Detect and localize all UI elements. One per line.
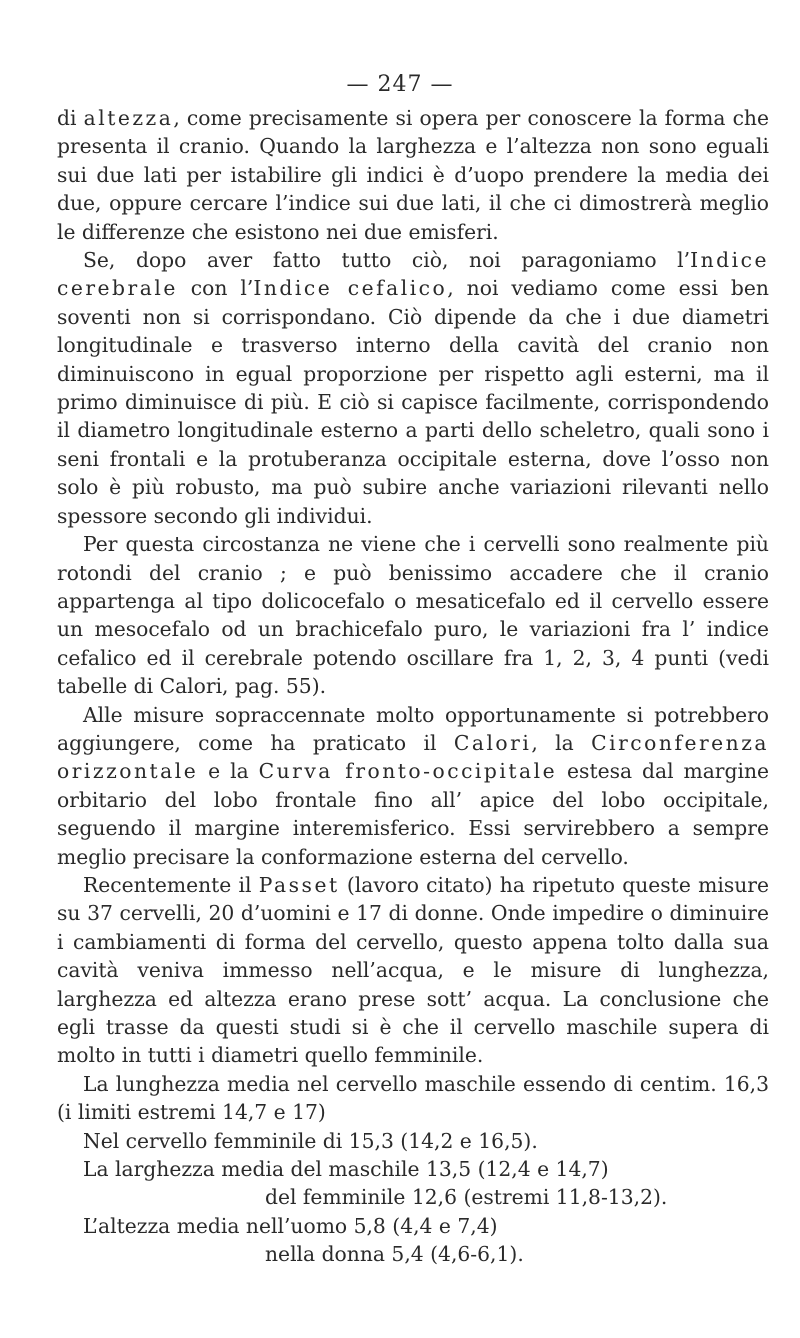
paragraph-6: La lunghezza media nel cervello maschile essendo di centim. 16,3 (i limiti estremi 14,7 e 17) <box>57 1071 769 1125</box>
measurement-line: nella donna 5,4 (4,6-6,1). <box>265 1242 524 1267</box>
spaced-term-circonferenza-orizzontale: Circonferenza orizzontale <box>57 730 769 784</box>
paragraph-5 <box>57 871 769 1070</box>
spaced-term-indice-cerebrale: Indice cerebrale <box>57 248 769 301</box>
body-text <box>57 104 769 1269</box>
spaced-term-calori: Calori <box>453 730 532 755</box>
spaced-term-altezza: altezza <box>83 106 174 130</box>
paragraph-1 <box>57 104 769 246</box>
text-span: Se, dopo aver fatto tutto ciò, noi paragoniamo l’ <box>83 248 691 273</box>
paragraph-3: Per questa circostanza ne viene che i cervelli sono realmente più rotondi del cranio ; e può benissimo accadere che il cranio appartenga al tipo dolicocefalo o mesaticefalo ed il cervello essere un mesocefalo od un brachicefalo puro, le variazioni fra l’ indice cefalico ed il cerebrale potendo oscillare fra 1, 2, 3, 4 punti (vedi tabelle di Calori, pag. 55). <box>57 532 769 699</box>
text-span: Alle misure sopraccennate molto opportunamente si potrebbero aggiungere, come ha praticato il <box>57 702 769 755</box>
paragraph-2 <box>57 246 769 530</box>
text-span: , come precisamente si opera per conoscere la forma che presenta il cranio. Quando la larghezza e l’altezza non sono eguali sui due lati per istabilire gli indici è d’uopo prendere la media dei due, oppure cercare l’indice sui due lati, il che ci dimostrerà meglio le differenze che esistono nei due emisferi. <box>57 106 769 244</box>
text-span: estesa dal margine orbitario del lobo frontale fino all’ apice del lobo occipitale, seguendo il margine interemisferico. Essi servirebbero a sempre meglio precisare la conformazione esterna del cervello. <box>57 759 770 869</box>
text-span: , la <box>531 730 592 755</box>
spaced-term-curva-fronto-occipitale: Curva fronto-occipitale <box>258 759 558 784</box>
text-span: (lavoro citato) ha ripetuto queste misure su 37 cervelli, 20 d’uomini e 17 di donne. Onde impedire o diminuire i cambiamenti di forma del cervello, questo appena tolto dalla sua cavità veniva immesso nell’acqua, e le misure di lunghezza, larghezza ed altezza erano prese sott’ acqua. La conclusione che egli trasse da questi studi si è che il cervello maschile supera di molto in tutti i diametri quello femminile. <box>57 872 769 1068</box>
spaced-term-indice-cefalico: Indice cefalico <box>253 276 448 301</box>
text-span: e la <box>198 759 259 784</box>
text-span: , noi vediamo come essi ben soventi non si corrispondano. Ciò dipende da che i due diametri longitudinale e trasverso interno della cavità del cranio non diminuiscono in egual proporzione per rispetto agli esterni, ma il primo diminuisce di più. E ciò si capisce facilmente, corrispondendo il diametro longitudinale esterno a parti dello scheletro, quali sono i seni frontali e la protuberanza occipitale esterna, dove l’osso non solo è più robusto, ma può subire anche variazioni rilevanti nello spessore secondo gli individui. <box>57 276 769 528</box>
measurement-line: La larghezza media del maschile 13,5 (12,4 e 14,7) <box>83 1157 609 1182</box>
measurement-line: Nel cervello femminile di 15,3 (14,2 e 16,5). <box>83 1128 538 1153</box>
paragraph-4 <box>57 701 769 871</box>
page-number: — 247 — <box>346 72 454 97</box>
text-span: Recentemente il <box>83 872 259 897</box>
measurement-line: L’altezza media nell’uomo 5,8 (4,4 e 7,4) <box>83 1213 498 1238</box>
spaced-term-passet: Passet <box>258 872 340 897</box>
text-span: con l’ <box>177 276 254 301</box>
text-span: di <box>57 106 84 130</box>
measurement-line: del femminile 12,6 (estremi 11,8-13,2). <box>265 1185 668 1210</box>
